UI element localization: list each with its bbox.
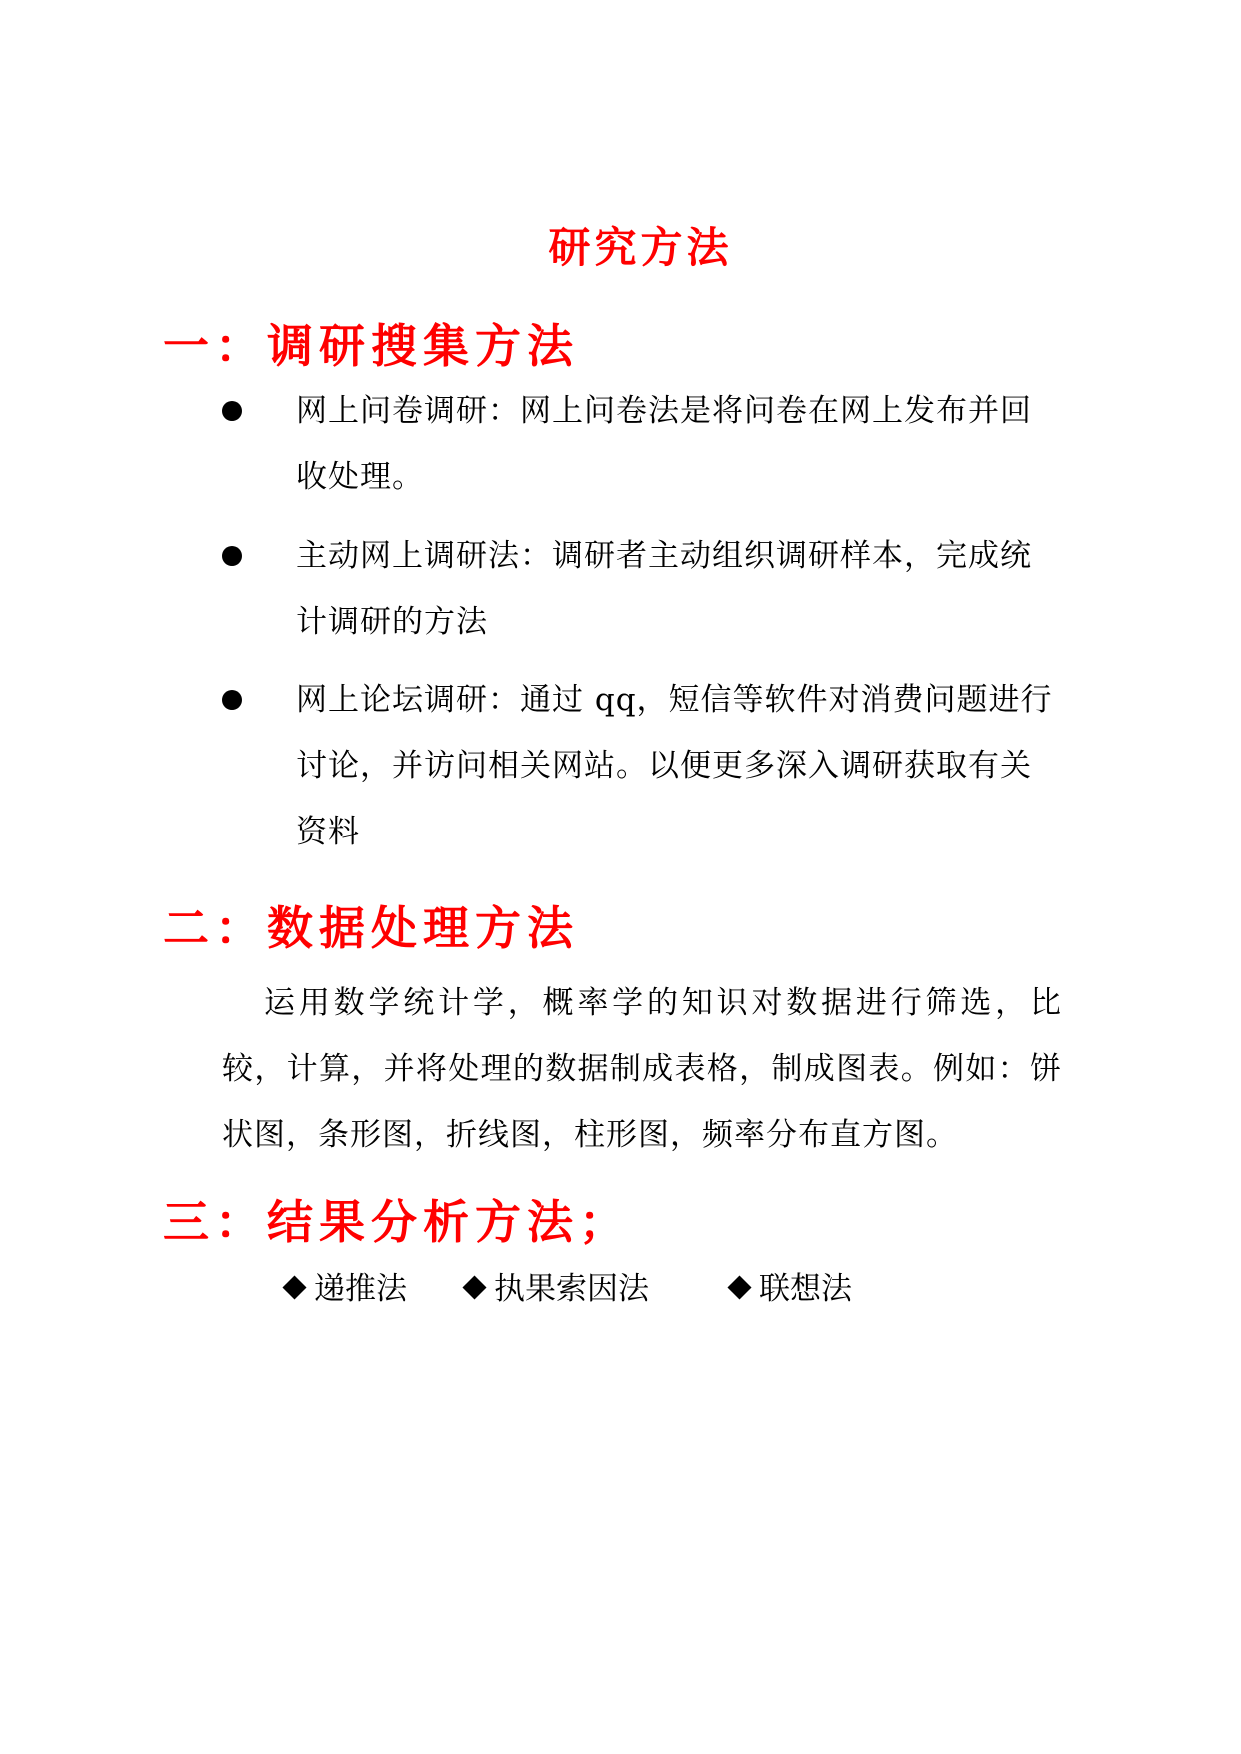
method-label: 联想法 [759,1271,852,1307]
diamond-icon [462,1275,486,1299]
document-title: 研究方法 [548,223,733,272]
section-heading-result-analysis: 三：结果分析方法； [163,1195,631,1249]
list-item [222,675,1062,865]
method-item [283,1264,407,1314]
list-item [222,531,1062,651]
section-heading-collection-methods: 一：调研搜集方法 [163,319,579,373]
analysis-methods-list [0,1264,1241,1314]
diamond-icon [282,1275,306,1299]
diamond-icon [727,1275,751,1299]
bullet-icon [222,546,242,566]
method-item [728,1264,852,1314]
list-item-text: 网上论坛调研：通过 qq，短信等软件对消费问题进行讨论，并访问相关网站。以便更多深入调研获取有关资料 [296,682,1053,850]
list-item [222,386,1062,506]
data-processing-paragraph: 运用数学统计学，概率学的知识对数据进行筛选，比较，计算，并将处理的数据制成表格，制成图表。例如：饼状图，条形图，折线图，柱形图，频率分布直方图。 [222,985,1062,1153]
method-label: 递推法 [314,1271,407,1307]
list-item-text: 网上问卷调研：网上问卷法是将问卷在网上发布并回收处理。 [296,393,1032,495]
bullet-icon [222,401,242,421]
method-label: 执果索因法 [494,1271,649,1307]
list-item-text: 主动网上调研法：调研者主动组织调研样本，完成统计调研的方法 [296,538,1032,640]
method-item [463,1264,649,1314]
section-heading-data-processing: 二：数据处理方法 [163,901,579,955]
bullet-icon [222,690,242,710]
